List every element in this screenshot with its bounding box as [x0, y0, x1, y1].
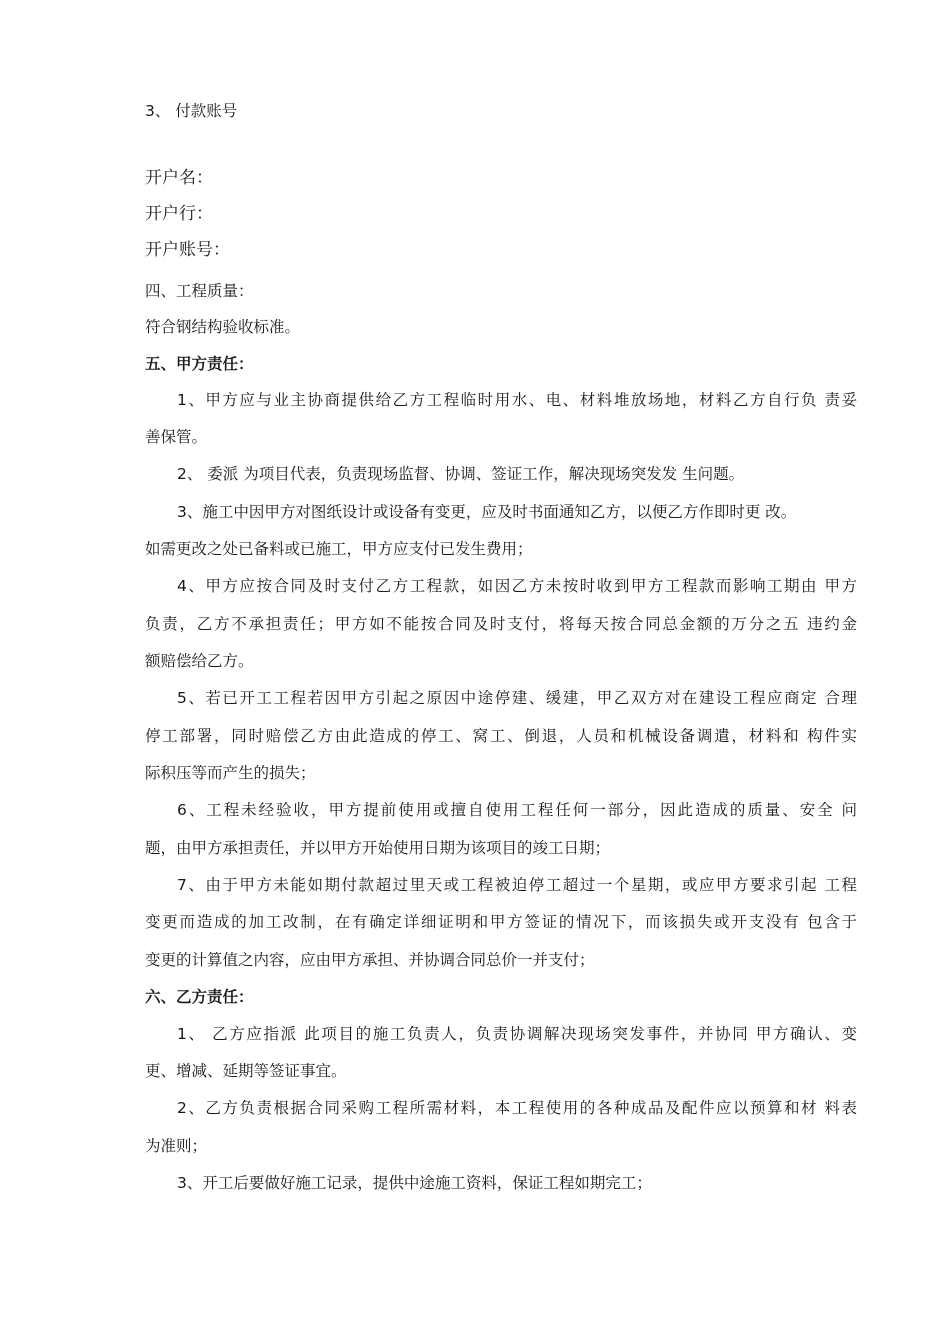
section5-item3-line2: 如需更改之处已备料或已施工，甲方应支付已发生费用；: [145, 540, 533, 558]
bank-label: 开户行：: [145, 204, 213, 224]
section5-heading: 五、甲方责任：: [145, 355, 254, 373]
section5-item4-line2: 负责，乙方不承担责任；甲方如不能按合同及时支付，将每天按合同总金额的万分之五 违约金: [145, 615, 857, 633]
section5-item7-line3: 变更的计算值之内容，应由甲方承担、并协调合同总价一并支付；: [145, 951, 595, 969]
section5-item6-line1: 6、工程未经验收，甲方提前使用或擅自使用工程任何一部分，因此造成的质量、安全 问: [177, 801, 857, 819]
section6-item3-line1: 3、开工后要做好施工记录，提供中途施工资料，保证工程如期完工；: [177, 1174, 652, 1192]
section5-item7-line1: 7、由于甲方未能如期付款超过里天或工程被迫停工超过一个星期，或应甲方要求引起 工程: [177, 876, 857, 894]
section5-item2-line1: 2、 委派 为项目代表，负责现场监督、协调、签证工作，解决现场突发发 生问题。: [177, 465, 745, 483]
section6-item2-line1: 2、乙方负责根据合同采购工程所需材料，本工程使用的各种成品及配件应以预算和材 料表: [177, 1099, 857, 1117]
section6-item1-line2: 更、增减、延期等签证事宜。: [145, 1062, 347, 1080]
section5-item7-line2: 变更而造成的加工改制，在有确定详细证明和甲方签证的情况下，而该损失或开支没有 包含于: [145, 913, 857, 931]
section5-item4-line1: 4、甲方应按合同及时支付乙方工程款，如因乙方未按时收到甲方工程款而影响工期由 甲方: [177, 577, 857, 595]
section5-item1-line2: 善保管。: [145, 428, 208, 446]
section6-item1-line1: 1、 乙方应指派 此项目的施工负责人，负责协调解决现场突发事件，并协同 甲方确认、变: [177, 1025, 857, 1043]
section5-item6-line2: 题，由甲方承担责任，并以甲方开始使用日期为该项目的竣工日期；: [145, 839, 611, 857]
section5-item5-line3: 际积压等而产生的损失；: [145, 764, 316, 782]
section6-item2-line2: 为准则；: [145, 1137, 208, 1155]
section4-heading: 四、工程质量：: [145, 282, 254, 300]
section5-item3-line1: 3、施工中因甲方对图纸设计或设备有变更，应及时书面通知乙方，以便乙方作即时更 改。: [177, 503, 797, 521]
account-name-label: 开户名：: [145, 168, 213, 188]
section5-item4-line3: 额赔偿给乙方。: [145, 652, 254, 670]
account-number-label: 开户账号：: [145, 240, 230, 260]
section6-heading: 六、乙方责任：: [145, 988, 254, 1006]
payment-account-heading: 3、 付款账号: [145, 102, 238, 120]
section5-item5-line2: 停工部署，同时赔偿乙方由此造成的停工、窝工、倒退，人员和机械设备调遣，材料和 构件实: [145, 727, 857, 745]
section5-item5-line1: 5、若已开工工程若因甲方引起之原因中途停建、缓建，甲乙双方对在建设工程应商定 合理: [177, 689, 857, 707]
section4-text: 符合钢结构验收标准。: [145, 318, 301, 336]
section5-item1-line1: 1、甲方应与业主协商提供给乙方工程临时用水、电、材料堆放场地，材料乙方自行负 责妥: [177, 391, 857, 409]
